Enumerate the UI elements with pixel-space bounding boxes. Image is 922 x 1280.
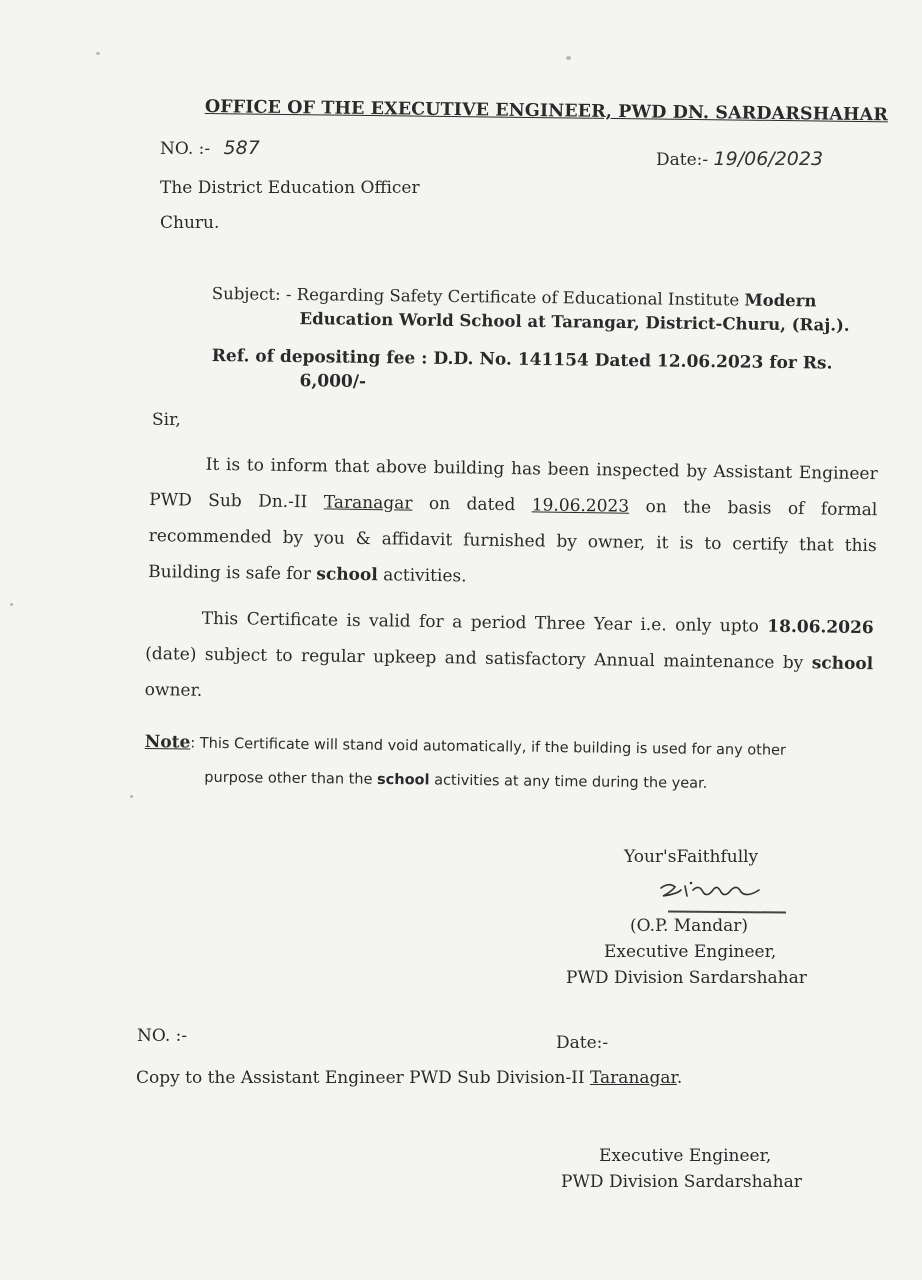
paragraph-1 — [148, 446, 878, 600]
closing-text: Your'sFaithfully — [624, 847, 759, 867]
copy-date-label: Date:- — [556, 1033, 609, 1053]
p2-part-2: (date) subject to regular upkeep and satisfactory Annual maintenance by — [145, 643, 804, 674]
reference-block — [211, 344, 884, 400]
signatory-name: (O.P. Mandar) — [630, 916, 749, 936]
scan-speck — [10, 603, 13, 606]
footer-division: PWD Division Sardarshahar — [561, 1172, 802, 1192]
p2-part-1: This Certificate is valid for a period Three Year i.e. only upto — [201, 608, 759, 637]
p1-place: Taranagar — [323, 492, 413, 514]
recipient-line-1: The District Education Officer — [160, 178, 420, 198]
note-bold-word: school — [376, 771, 430, 789]
p1-part-4: activities. — [383, 565, 467, 587]
scan-speck — [130, 795, 133, 798]
scan-speck — [566, 56, 571, 60]
office-heading: OFFICE OF THE EXECUTIVE ENGINEER, PWD DN. SARDARSHAHAR — [204, 97, 889, 126]
recipient-line-2: Churu. — [160, 213, 220, 233]
letter-date — [656, 148, 823, 170]
salutation: Sir, — [152, 410, 181, 430]
copy-to-line — [136, 1068, 682, 1088]
letter-date-value: 19/06/2023 — [713, 148, 824, 170]
letter-number-value: 587 — [223, 137, 260, 159]
p2-bold-word: school — [811, 653, 874, 675]
note-part-2: purpose other than the — [204, 769, 373, 788]
note-line-2 — [144, 760, 872, 803]
note-block — [144, 725, 873, 803]
reference-line-1: Ref. of depositing fee : D.D. No. 141154 Dated 12.06.2023 for Rs. — [211, 345, 833, 374]
p1-part-2: on dated — [428, 493, 516, 516]
note-part-3: activities at any time during the year. — [434, 772, 708, 792]
letter-date-label: Date:- — [656, 150, 709, 170]
p1-part-3: on the basis of formal recommended by you & affidavit furnished by owner, it is to certify that this Building is safe for — [148, 496, 878, 585]
copy-number-label: NO. :- — [137, 1026, 188, 1046]
scan-speck — [96, 52, 100, 55]
reference-line-2: 6,000/- — [299, 371, 367, 392]
signatory-division: PWD Division Sardarshahar — [566, 968, 807, 988]
letter-number — [160, 137, 260, 159]
subject-label: Subject: - — [211, 283, 292, 304]
signature-underline — [668, 910, 786, 913]
paragraph-2 — [144, 600, 873, 718]
footer-designation: Executive Engineer, — [599, 1146, 772, 1166]
copy-place: Taranagar — [590, 1068, 677, 1088]
p1-bold-word: school — [316, 564, 378, 586]
note-part-1: : This Certificate will stand void automatically, if the building is used for any other — [190, 735, 787, 759]
copy-end: . — [676, 1068, 683, 1088]
letter-number-label: NO. :- — [160, 139, 211, 159]
p1-date: 19.06.2023 — [531, 495, 630, 517]
signatory-designation: Executive Engineer, — [604, 942, 777, 962]
p2-valid-date: 18.06.2026 — [767, 616, 874, 639]
copy-text: Copy to the Assistant Engineer PWD Sub Division-II — [136, 1068, 585, 1088]
p2-part-3: owner. — [144, 679, 203, 701]
handwritten-signature — [655, 878, 770, 910]
subject-text-1: Regarding Safety Certificate of Educational Institute — [296, 285, 740, 310]
subject-bold-1: Modern — [744, 290, 817, 311]
subject-block — [211, 282, 887, 338]
note-label: Note — [144, 731, 191, 753]
subject-text-2: Education World School at Tarangar, District-Churu, (Raj.). — [299, 309, 850, 335]
p1-part-1: It is to inform that above building has been inspected by Assistant Engineer PWD Sub Dn.-II — [149, 454, 878, 513]
